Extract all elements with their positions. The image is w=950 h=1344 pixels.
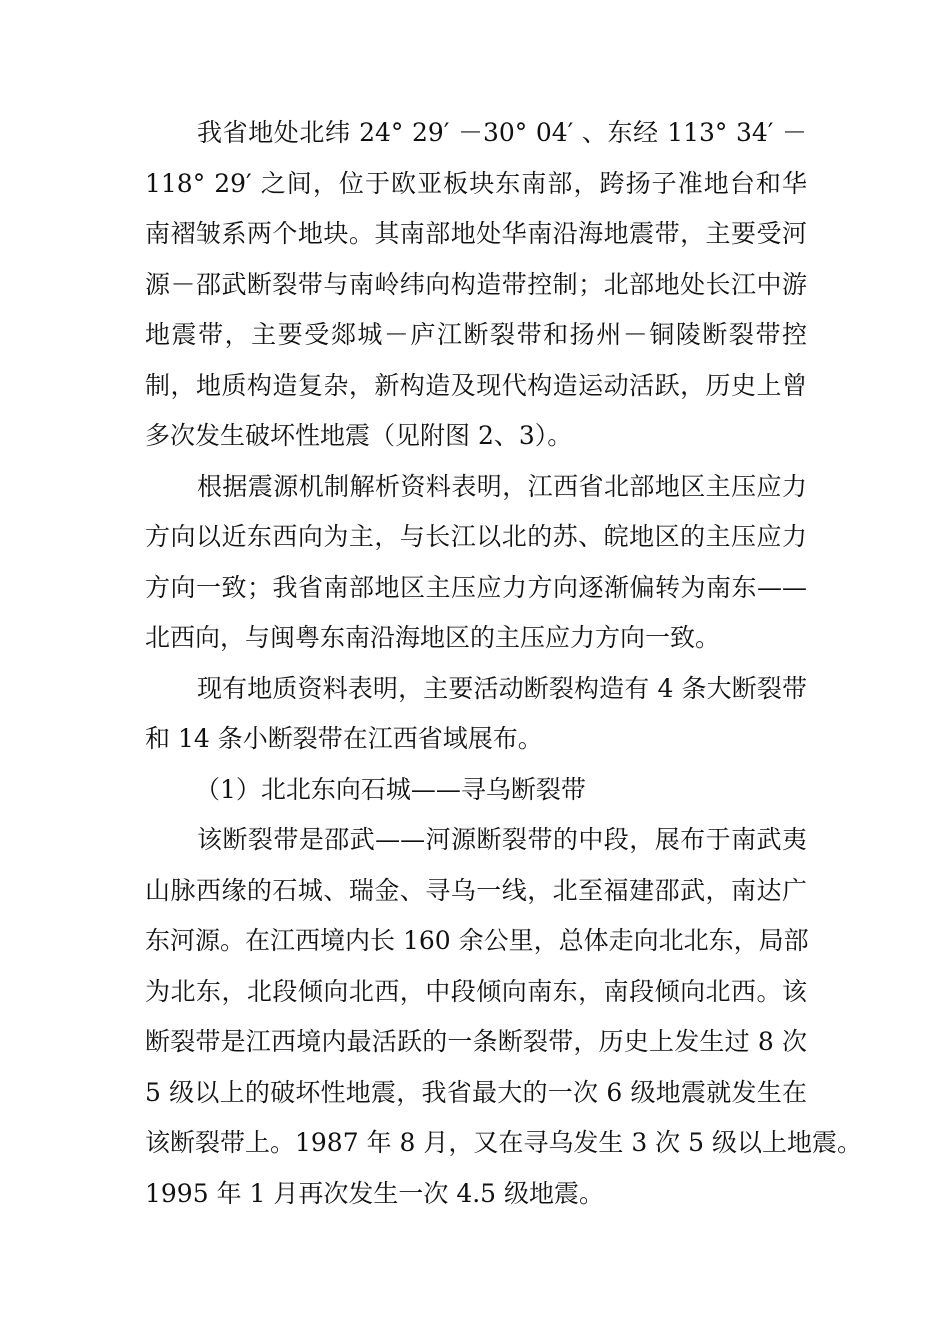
text-line: 多次发生破坏性地震（见附图 2、3）。	[145, 421, 573, 450]
text-line: 该断裂带上。1987 年 8 月，又在寻乌发生 3 次 5 级以上地震。	[145, 1128, 862, 1157]
text-line: 山脉西缘的石城、瑞金、寻乌一线，北至福建邵武，南达广	[145, 875, 807, 905]
paragraph-stress-direction	[145, 462, 807, 664]
text-line: 源－邵武断裂带与南岭纬向构造带控制；北部地处长江中游	[145, 269, 807, 299]
section-heading-text: （1）北北东向石城——寻乌断裂带	[195, 774, 586, 804]
text-line: 断裂带是江西境内最活跃的一条断裂带，历史上发生过 8 次	[145, 1027, 807, 1056]
text-line: 为北东，北段倾向北西，中段倾向南东，南段倾向北西。该	[145, 976, 807, 1006]
text-line: 我省地处北纬 24° 29′ －30° 04′ 、东经 113° 34′ －	[197, 118, 807, 147]
text-line: 东河源。在江西境内长 160 余公里，总体走向北北东，局部	[145, 926, 809, 955]
text-line: 方向一致；我省南部地区主压应力方向逐渐偏转为南东——	[145, 572, 807, 602]
text-line: 5 级以上的破坏性地震，我省最大的一次 6 级地震就发生在	[145, 1077, 807, 1107]
paragraph-fault-overview	[145, 664, 807, 765]
paragraph-shicheng-xunwu-fault	[145, 815, 862, 1219]
text-line: 地震带，主要受郯城－庐江断裂带和扬州－铜陵断裂带控	[145, 320, 807, 349]
paragraph-location	[145, 108, 807, 462]
text-line: 1995 年 1 月再次发生一次 4.5 级地震。	[145, 1178, 605, 1208]
text-line: 该断裂带是邵武——河源断裂带的中段，展布于南武夷	[197, 825, 807, 854]
document-body	[145, 108, 862, 1219]
text-line: 现有地质资料表明，主要活动断裂构造有 4 条大断裂带	[197, 673, 807, 703]
text-line: 南褶皱系两个地块。其南部地处华南沿海地震带，主要受河	[145, 219, 807, 248]
text-line: 118° 29′ 之间，位于欧亚板块东南部，跨扬子准地台和华	[145, 168, 807, 198]
section-heading	[145, 765, 807, 816]
text-line: 北西向，与闽粤东南沿海地区的主压应力方向一致。	[145, 623, 721, 652]
text-line: 和 14 条小断裂带在江西省域展布。	[145, 724, 543, 753]
text-line: 制，地质构造复杂，新构造及现代构造运动活跃，历史上曾	[145, 370, 807, 400]
text-line: 根据震源机制解析资料表明，江西省北部地区主压应力	[197, 471, 807, 501]
text-line: 方向以近东西向为主，与长江以北的苏、皖地区的主压应力	[145, 522, 807, 551]
